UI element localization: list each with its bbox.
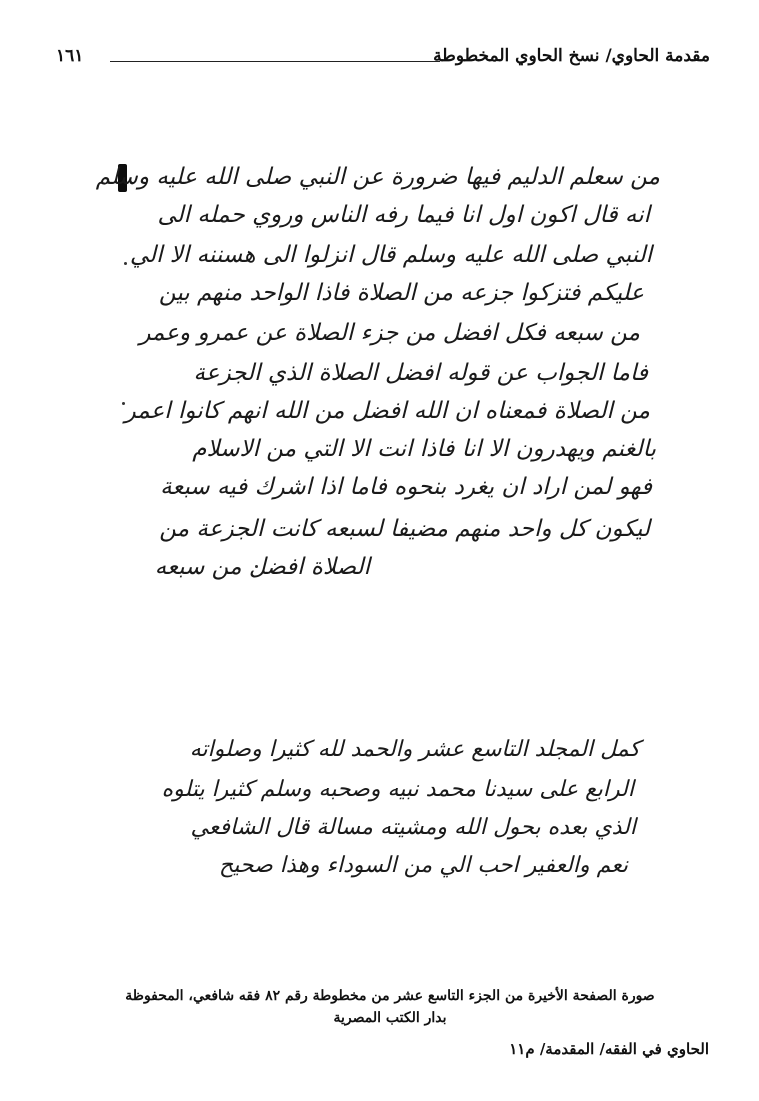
figure-caption xyxy=(70,985,710,1029)
header-rule xyxy=(110,61,440,62)
manuscript-line: من سعلم الدليم فيها ضرورة عن النبي صلى الله عليه وسلم xyxy=(95,164,660,190)
manuscript-line: النبي صلى الله عليه وسلم قال انزلوا الى هسننه الا الي xyxy=(129,242,652,268)
manuscript-line: فهو لمن اراد ان يغرد بنحوه فاما اذا اشرك فيه سبعة xyxy=(160,474,652,500)
manuscript-line: فاما الجواب عن قوله افضل الصلاة الذي الجزعة xyxy=(193,360,648,386)
page-footer: الحاوي في الفقه/ المقدمة/ م١١ xyxy=(509,1040,709,1058)
manuscript-image-bottom xyxy=(161,725,640,895)
manuscript-line: من الصلاة فمعناه ان الله افضل من الله انهم كانوا اعمر xyxy=(124,398,650,424)
manuscript-line: انه قال اكون اول انا فيما رفه الناس وروي حمله الى xyxy=(157,202,650,228)
header-title: مقدمة الحاوي/ نسخ الحاوي المخطوطة xyxy=(433,46,710,66)
manuscript-image-top xyxy=(95,150,660,605)
manuscript-line: الرابع على سيدنا محمد نبيه وصحبه وسلم كثيرا يتلوه xyxy=(161,777,634,802)
manuscript-line: كمل المجلد التاسع عشر والحمد لله كثيرا وصلواته xyxy=(189,737,640,762)
caption-line: صورة الصفحة الأخيرة من الجزء التاسع عشر من مخطوطة رقم ٨٢ فقه شافعي، المحفوظة xyxy=(125,988,655,1004)
manuscript-line: الذي بعده بحول الله ومشيته مسالة قال الشافعي xyxy=(190,815,636,840)
manuscript-line: من سبعه فكل افضل من جزء الصلاة عن عمرو وعمر xyxy=(139,320,640,346)
page-number: ١٦١ xyxy=(56,46,84,66)
manuscript-line: نعم والعفير احب الي من السوداء وهذا صحيح xyxy=(219,853,628,878)
caption-line: بدار الكتب المصرية xyxy=(333,1010,447,1026)
manuscript-line: ليكون كل واحد منهم مضيفا لسبعه كانت الجزعة من xyxy=(159,516,650,542)
running-header xyxy=(56,46,710,74)
manuscript-line: الصلاة افضل من سبعه xyxy=(154,554,370,580)
manuscript-line: بالغنم ويهدرون الا انا فاذا انت الا التي من الاسلام xyxy=(192,436,656,462)
manuscript-line: عليكم فتزكوا جزعه من الصلاة فاذا الواحد منهم بين xyxy=(158,280,644,306)
